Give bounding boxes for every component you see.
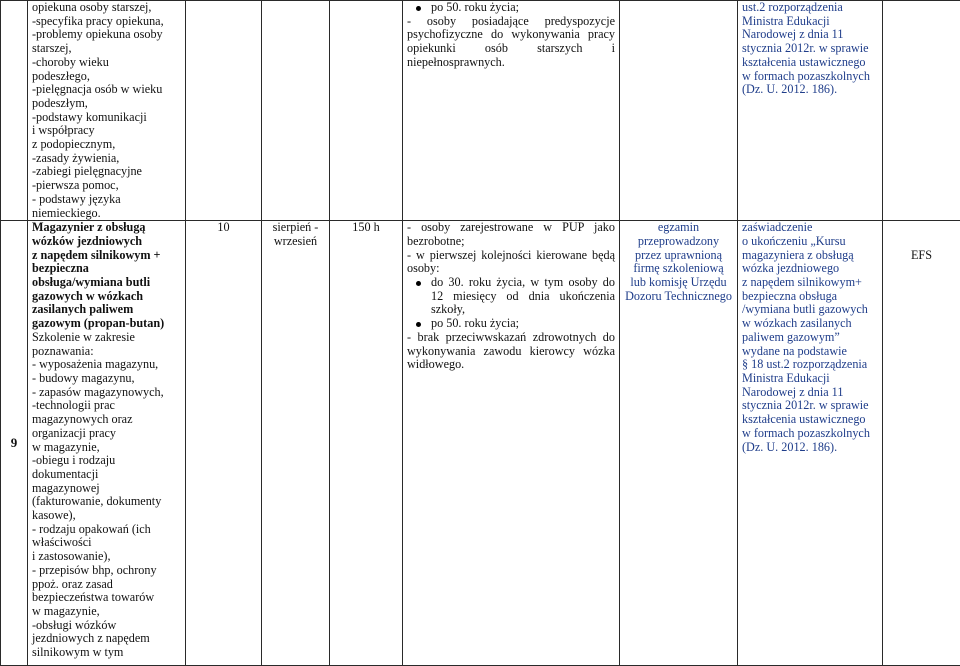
document-line: Ministra Edukacji: [742, 15, 878, 29]
cell-term-prev: [262, 1, 330, 221]
document-line: /wymiana butli gazowych: [742, 303, 878, 317]
cell-exam-prev: [620, 1, 738, 221]
document-line: kształcenia ustawicznego: [742, 413, 878, 427]
document-line: paliwem gazowym”: [742, 331, 878, 345]
document-line: bezpieczna obsługa: [742, 290, 878, 304]
cell-requirements-prev: [403, 1, 620, 221]
exam-line: egzamin: [624, 221, 733, 235]
program-line: (fakturowanie, dokumenty: [32, 495, 181, 509]
program-line: -zasady żywienia,: [32, 152, 181, 166]
exam-line: Dozoru Technicznego: [624, 290, 733, 304]
document-line: kształcenia ustawicznego: [742, 56, 878, 70]
requirement-bullet: po 50. roku życia;: [431, 1, 615, 15]
program-line: starszej,: [32, 42, 181, 56]
cell-requirements: [403, 221, 620, 666]
document-line: § 18 ust.2 rozporządzenia: [742, 358, 878, 372]
program-line: -obiegu i rodzaju: [32, 454, 181, 468]
program-line: właściwości: [32, 536, 181, 550]
program-line: - zapasów magazynowych,: [32, 386, 181, 400]
course-title-line: obsługa/wymiana butli: [32, 276, 181, 290]
cell-term: [262, 221, 330, 666]
program-line: - przepisów bhp, ochrony: [32, 564, 181, 578]
program-line: -podstawy komunikacji: [32, 111, 181, 125]
document-line: w formach pozaszkolnych: [742, 70, 878, 84]
program-line: Szkolenie w zakresie: [32, 331, 181, 345]
cell-hours: [330, 221, 403, 666]
document-line: ust.2 rozporządzenia: [742, 1, 878, 15]
requirement-text: - osoby zarejestrowane w PUP jako bezrobotne;: [407, 221, 615, 248]
program-line: silnikowym w tym: [32, 646, 181, 660]
document-line: Narodowej z dnia 11: [742, 386, 878, 400]
program-line: -choroby wieku: [32, 56, 181, 70]
program-line: -problemy opiekuna osoby: [32, 28, 181, 42]
program-line: - budowy magazynu,: [32, 372, 181, 386]
hours-value: 150 h: [334, 221, 398, 235]
course-title-line: bezpieczna: [32, 262, 181, 276]
document-line: Ministra Edukacji: [742, 372, 878, 386]
program-line: kasowe),: [32, 509, 181, 523]
table-row-previous: [1, 1, 960, 221]
program-line: w magazynie,: [32, 441, 181, 455]
requirement-bullet: do 30. roku życia, w tym osoby do 12 miesięcy od dnia ukończenia szkoły,: [431, 276, 615, 317]
program-line: - podstawy języka: [32, 193, 181, 207]
cell-program-prev: [28, 1, 186, 221]
cell-funding: [883, 221, 960, 666]
program-line: -zabiegi pielęgnacyjne: [32, 165, 181, 179]
document-line: Narodowej z dnia 11: [742, 28, 878, 42]
cell-participants: [186, 221, 262, 666]
program-line: podeszłym,: [32, 97, 181, 111]
cell-program: [28, 221, 186, 666]
exam-line: przeprowadzony: [624, 235, 733, 249]
requirement-bullet: po 50. roku życia;: [431, 317, 615, 331]
program-line: -specyfika pracy opiekuna,: [32, 15, 181, 29]
cell-exam: [620, 221, 738, 666]
requirement-text: - brak przeciwwskazań zdrowotnych do wykonywania zawodu kierowcy wózka widłowego.: [407, 331, 615, 372]
program-line: -obsługi wózków: [32, 619, 181, 633]
cell-hours-prev: [330, 1, 403, 221]
course-title-line: wózków jezdniowych: [32, 235, 181, 249]
program-line: niemieckiego.: [32, 207, 181, 221]
program-line: i zastosowanie),: [32, 550, 181, 564]
course-title-line: z napędem silnikowym +: [32, 249, 181, 263]
term-line: sierpień -: [266, 221, 325, 235]
document-line: wózka jezdniowego: [742, 262, 878, 276]
program-line: - wyposażenia magazynu,: [32, 358, 181, 372]
row-number: 9: [1, 221, 28, 666]
program-line: opiekuna osoby starszej,: [32, 1, 181, 15]
cell-document: [738, 221, 883, 666]
course-title-line: zasilanych paliwem: [32, 303, 181, 317]
exam-line: przez uprawnioną: [624, 249, 733, 263]
program-line: - rodzaju opakowań (ich: [32, 523, 181, 537]
document-line: w formach pozaszkolnych: [742, 427, 878, 441]
funding-source: EFS: [887, 249, 956, 263]
document-line: w wózkach zasilanych: [742, 317, 878, 331]
document-line: stycznia 2012r. w sprawie: [742, 42, 878, 56]
term-line: wrzesień: [266, 235, 325, 249]
program-line: -technologii prac: [32, 399, 181, 413]
program-line: magazynowych oraz: [32, 413, 181, 427]
course-title-line: gazowych w wózkach: [32, 290, 181, 304]
requirement-text: - osoby posiadające predyspozycje psychofizyczne do wykonywania pracy opiekunki osób starszych i niepełnosprawnych.: [407, 15, 615, 70]
program-line: dokumentacji: [32, 468, 181, 482]
document-line: wydane na podstawie: [742, 345, 878, 359]
document-line: z napędem silnikowym+: [742, 276, 878, 290]
cell-participants-prev: [186, 1, 262, 221]
participants-count: 10: [190, 221, 257, 235]
cell-number-prev: [1, 1, 28, 221]
program-line: -pierwsza pomoc,: [32, 179, 181, 193]
program-line: jezdniowych z napędem: [32, 632, 181, 646]
program-line: podeszłego,: [32, 70, 181, 84]
program-line: bezpieczeństwa towarów: [32, 591, 181, 605]
program-line: w magazynie,: [32, 605, 181, 619]
course-title-line: gazowym (propan-butan): [32, 317, 181, 331]
program-line: i współpracy: [32, 124, 181, 138]
program-line: poznawania:: [32, 345, 181, 359]
document-line: magazyniera z obsługą: [742, 249, 878, 263]
program-line: -pielęgnacja osób w wieku: [32, 83, 181, 97]
document-line: (Dz. U. 2012. 186).: [742, 83, 878, 97]
table-row-9: [1, 221, 960, 666]
cell-funding-prev: [883, 1, 960, 221]
course-title-line: Magazynier z obsługą: [32, 221, 181, 235]
program-line: organizacji pracy: [32, 427, 181, 441]
exam-line: lub komisję Urzędu: [624, 276, 733, 290]
program-line: magazynowej: [32, 482, 181, 496]
cell-document-prev: [738, 1, 883, 221]
document-line: stycznia 2012r. w sprawie: [742, 399, 878, 413]
document-line: zaświadczenie: [742, 221, 878, 235]
requirement-text: - w pierwszej kolejności kierowane będą osoby:: [407, 249, 615, 276]
program-line: z podopiecznym,: [32, 138, 181, 152]
program-line: ppoż. oraz zasad: [32, 578, 181, 592]
document-line: o ukończeniu „Kursu: [742, 235, 878, 249]
exam-line: firmę szkoleniową: [624, 262, 733, 276]
document-line: (Dz. U. 2012. 186).: [742, 441, 878, 455]
